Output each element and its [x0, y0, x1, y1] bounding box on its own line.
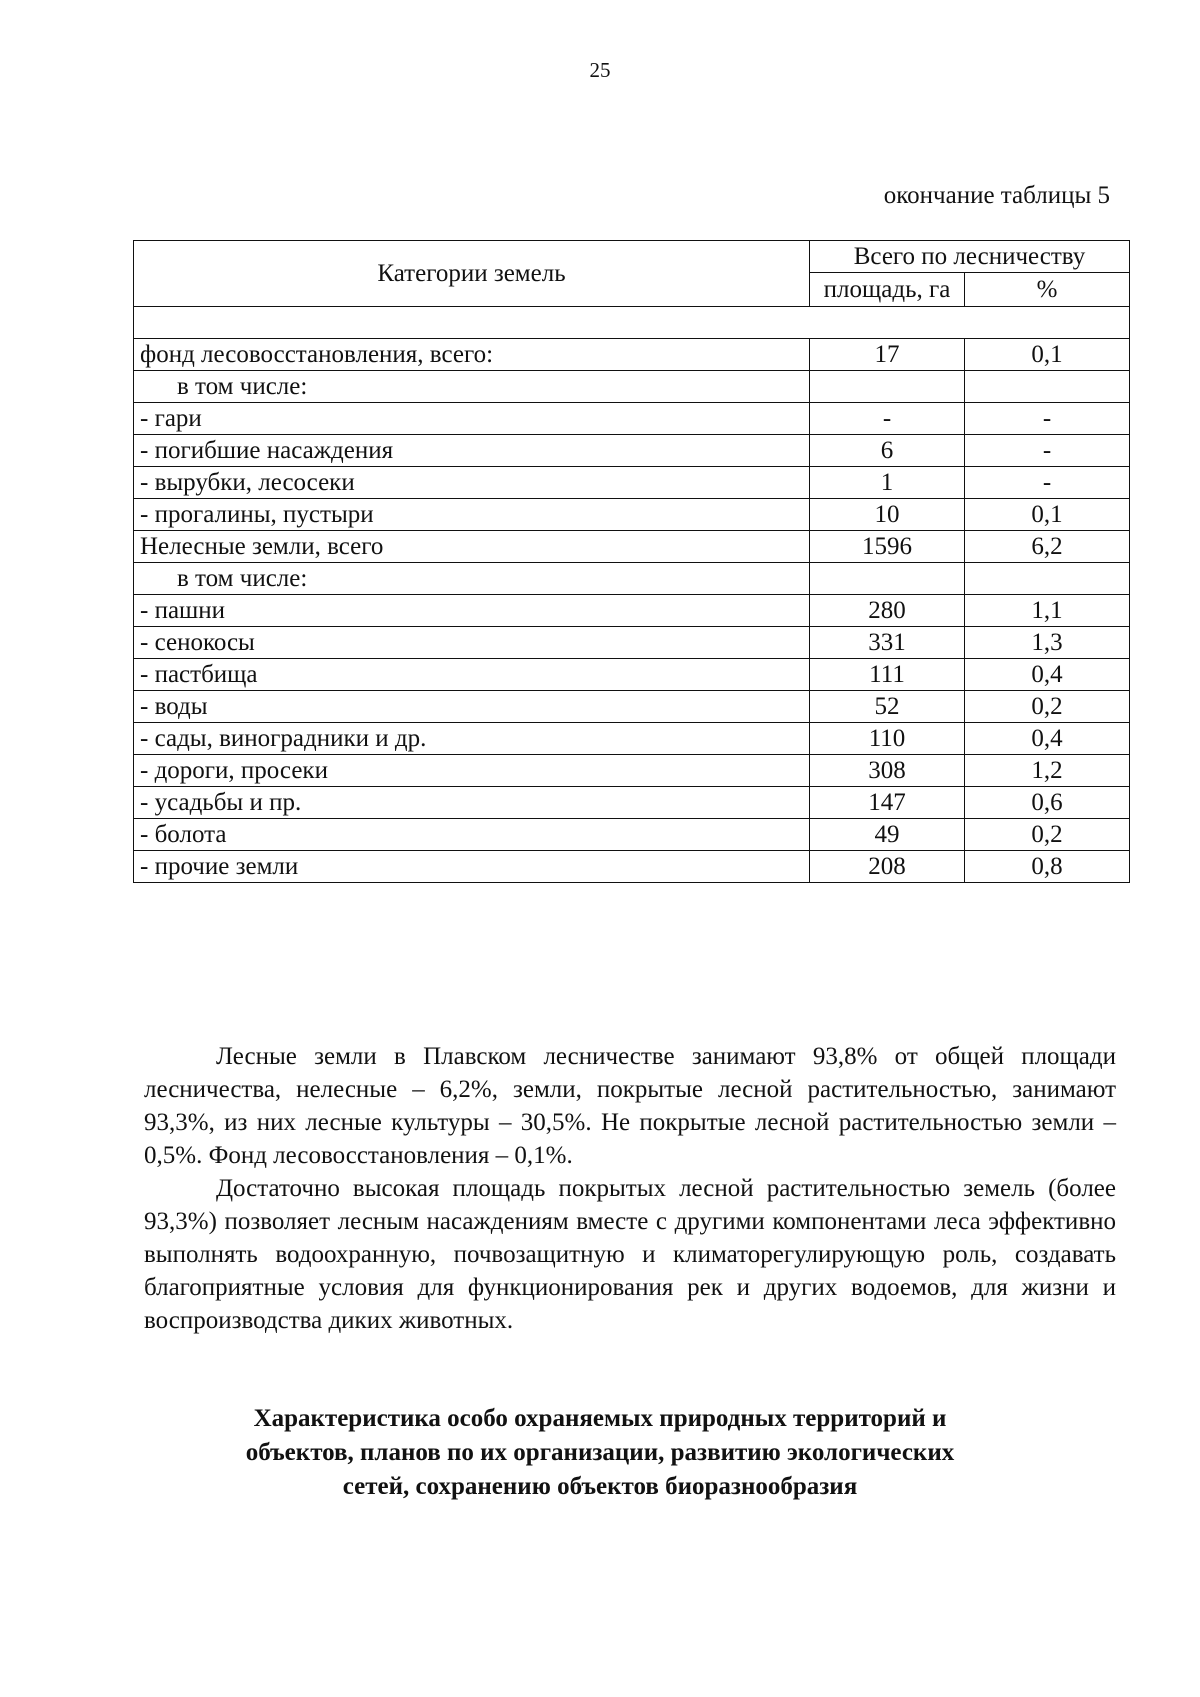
percent-cell: 0,6	[965, 787, 1130, 819]
table-row	[134, 371, 1130, 403]
category-cell: - прогалины, пустыри	[134, 499, 810, 531]
percent-cell: 1,3	[965, 627, 1130, 659]
percent-cell: 0,4	[965, 659, 1130, 691]
percent-cell	[965, 563, 1130, 595]
table-row	[134, 787, 1130, 819]
table-body	[134, 339, 1130, 883]
area-cell: 111	[810, 659, 965, 691]
category-cell: фонд лесовосстановления, всего:	[134, 339, 810, 371]
table-row	[134, 627, 1130, 659]
table-row	[134, 595, 1130, 627]
category-cell: - вырубки, лесосеки	[134, 467, 810, 499]
percent-cell: 0,2	[965, 691, 1130, 723]
area-cell: 6	[810, 435, 965, 467]
percent-cell: 1,2	[965, 755, 1130, 787]
percent-cell: 0,2	[965, 819, 1130, 851]
area-cell	[810, 371, 965, 403]
category-cell: - дороги, просеки	[134, 755, 810, 787]
spacer-row	[134, 307, 1130, 339]
percent-cell: 0,4	[965, 723, 1130, 755]
area-cell: 331	[810, 627, 965, 659]
header-total: Всего по лесничеству	[810, 241, 1130, 273]
header-category: Категории земель	[134, 241, 810, 307]
percent-cell: -	[965, 467, 1130, 499]
category-cell: - погибшие насаждения	[134, 435, 810, 467]
area-cell: 10	[810, 499, 965, 531]
table-row	[134, 755, 1130, 787]
table-row	[134, 531, 1130, 563]
table-row	[134, 499, 1130, 531]
paragraph-2: Достаточно высокая площадь покрытых лесной растительностью земель (более 93,3%) позволяет лесным насаждениям вместе с другими компонентами леса эффективно выполнять водоохранную, почвозащитную и климаторегулирующую роль, создавать благоприятные условия для функционирования рек и других водоемов, для жизни и воспроизводства диких животных.	[144, 1175, 1116, 1334]
category-cell: - болота	[134, 819, 810, 851]
percent-cell: 0,1	[965, 339, 1130, 371]
table-row	[134, 563, 1130, 595]
table-row	[134, 691, 1130, 723]
header-percent: %	[965, 273, 1130, 307]
table-caption: окончание таблицы 5	[883, 182, 1110, 209]
area-cell: 52	[810, 691, 965, 723]
table-row	[134, 723, 1130, 755]
header-area: площадь, га	[810, 273, 965, 307]
area-cell: 208	[810, 851, 965, 883]
table-row	[134, 659, 1130, 691]
category-cell: - сады, виноградники и др.	[134, 723, 810, 755]
area-cell: 17	[810, 339, 965, 371]
section-heading	[0, 1402, 1200, 1504]
land-categories-table	[133, 240, 1130, 883]
category-cell: - сенокосы	[134, 627, 810, 659]
area-cell: 49	[810, 819, 965, 851]
category-cell: - пашни	[134, 595, 810, 627]
spacer-cell	[134, 307, 1130, 339]
paragraph-1: Лесные земли в Плавском лесничестве занимают 93,8% от общей площади лесничества, нелесные – 6,2%, земли, покрытые лесной растительностью, занимают 93,3%, из них лесные культуры – 30,5%. Не покрытые лесной растительностью земли – 0,5%. Фонд лесовосстановления – 0,1%.	[144, 1043, 1116, 1169]
category-cell: - прочие земли	[134, 851, 810, 883]
body-text	[144, 1040, 1116, 1337]
percent-cell: -	[965, 403, 1130, 435]
area-cell: 308	[810, 755, 965, 787]
section-heading-line-3: сетей, сохранению объектов биоразнообразия	[342, 1473, 858, 1500]
percent-cell: 0,8	[965, 851, 1130, 883]
category-cell: - пастбища	[134, 659, 810, 691]
section-heading-line-2: объектов, планов по их организации, развитию экологических	[245, 1439, 955, 1466]
table-row	[134, 467, 1130, 499]
percent-cell	[965, 371, 1130, 403]
percent-cell: -	[965, 435, 1130, 467]
category-cell: Нелесные земли, всего	[134, 531, 810, 563]
area-cell: 1596	[810, 531, 965, 563]
area-cell: 110	[810, 723, 965, 755]
category-cell: в том числе:	[134, 563, 810, 595]
area-cell	[810, 563, 965, 595]
percent-cell: 1,1	[965, 595, 1130, 627]
table-row	[134, 819, 1130, 851]
area-cell: 280	[810, 595, 965, 627]
area-cell: -	[810, 403, 965, 435]
section-heading-line-1: Характеристика особо охраняемых природных территорий и	[253, 1405, 947, 1432]
category-cell: - гари	[134, 403, 810, 435]
category-cell: - воды	[134, 691, 810, 723]
area-cell: 147	[810, 787, 965, 819]
percent-cell: 6,2	[965, 531, 1130, 563]
table-row	[134, 403, 1130, 435]
table-row	[134, 339, 1130, 371]
percent-cell: 0,1	[965, 499, 1130, 531]
category-cell: - усадьбы и пр.	[134, 787, 810, 819]
area-cell: 1	[810, 467, 965, 499]
category-cell: в том числе:	[134, 371, 810, 403]
page-number: 25	[589, 58, 611, 82]
table-row	[134, 435, 1130, 467]
table-row	[134, 851, 1130, 883]
